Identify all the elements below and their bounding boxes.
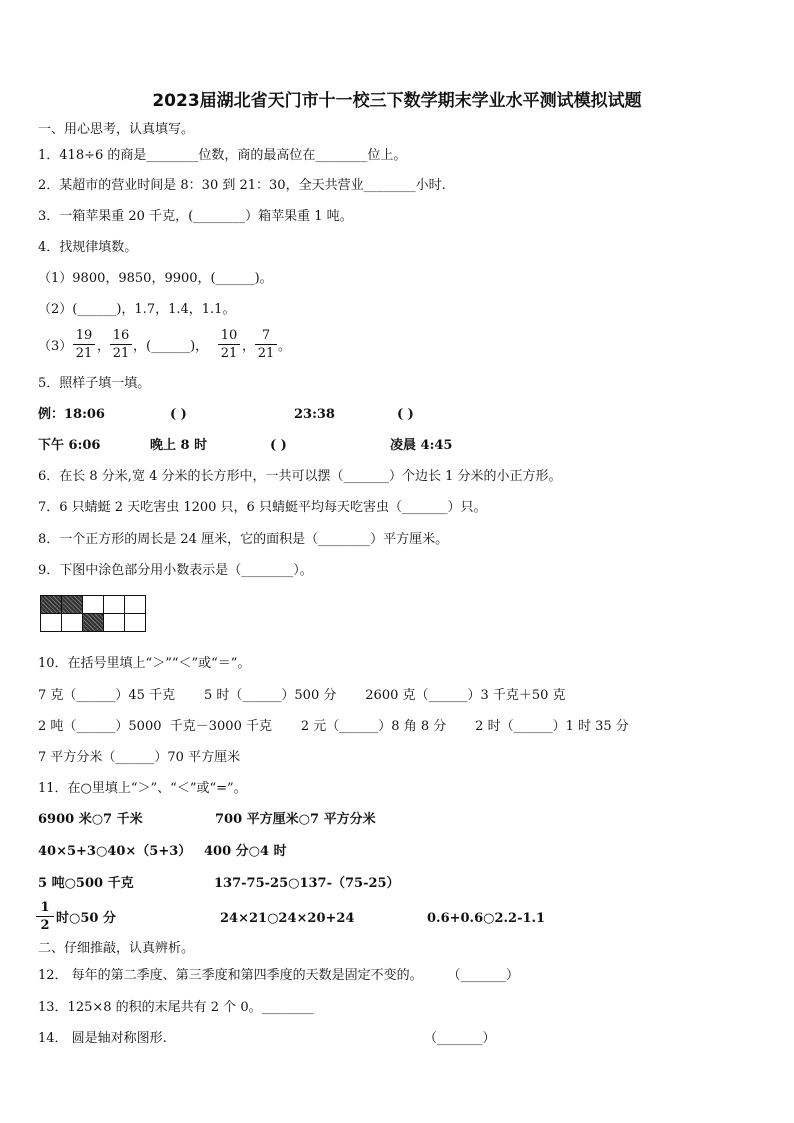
question-4: 4．找规律填数。 (38, 240, 138, 255)
question-1: 1．418÷6 的商是________位数，商的最高位在________位上。 (38, 148, 407, 163)
question-4-part-1: （1）9800，9850，9900，(______)。 (38, 271, 273, 286)
question-7: 7．6 只蜻蜓 2 天吃害虫 1200 只，6 只蜻蜓平均每天吃害虫（_______）只。 (38, 500, 487, 515)
question-9: 9．下图中涂色部分用小数表示是（________）。 (38, 563, 313, 578)
section-2-heading: 二、仔细推敲，认真辨析。 (38, 941, 195, 956)
question-12: 12． 每年的第二季度、第三季度和第四季度的天数是固定不变的。 （_______） (38, 968, 519, 983)
q5-blank-evening-8: ( ) (270, 438, 287, 453)
q11-item-7: 时○50 分 (56, 911, 116, 926)
question-10-row-2: 2 吨（______）5000 千克－3000 千克 2 元（______）8 角 8 分 2 时（______）1 时 35 分 (38, 719, 629, 734)
q11-item-2: 700 平方厘米○7 平方分米 (215, 812, 376, 827)
question-10: 10．在括号里填上“＞”“＜”或“＝”。 (38, 656, 251, 671)
fraction-19-21: 19 21 (73, 328, 95, 361)
q5-time-dawn-445: 凌晨 4:45 (390, 438, 453, 453)
question-2: 2．某超市的营业时间是 8：30 到 21：30，全天共营业________小时. (38, 178, 446, 193)
q5-time-2338: 23:38 (294, 407, 335, 422)
fraction-7-21: 7 21 (255, 328, 277, 361)
question-13: 13．125×8 的积的末尾共有 2 个 0。________ (38, 1000, 314, 1015)
q11-item-9: 0.6+0.6○2.2-1.1 (427, 911, 546, 926)
question-8: 8．一个正方形的周长是 24 厘米，它的面积是（________）平方厘米。 (38, 532, 449, 547)
fraction-10-21: 10 21 (218, 328, 240, 361)
q11-item-6: 137-75-25○137-（75-25） (214, 876, 400, 891)
question-4-part-2: （2）(______)，1.7，1.4，1.1。 (38, 302, 236, 317)
question-5: 5．照样子填一填。 (38, 376, 151, 391)
q11-item-3: 40×5+3○40×（5+3） (38, 844, 192, 859)
q5-example-blank: ( ) (170, 407, 187, 422)
q5-blank-2338: ( ) (397, 407, 414, 422)
page-title: 2023届湖北省天门市十一校三下数学期末学业水平测试模拟试题 (152, 91, 642, 111)
question-14: 14． 圆是轴对称图形. (38, 1031, 167, 1046)
q5-example-time: 例：18:06 (38, 407, 105, 422)
question-3: 3．一箱苹果重 20 千克，(________）箱苹果重 1 吨。 (38, 209, 353, 224)
question-10-row-1: 7 克（______）45 千克 5 时（______）500 分 2600 克（______）3 千克＋50 克 (38, 688, 566, 703)
section-1-heading: 一、用心思考，认真填写。 (38, 122, 195, 137)
q11-item-8: 24×21○24×20+24 (220, 911, 355, 926)
q11-item-1: 6900 米○7 千米 (38, 812, 143, 827)
fraction-1-2: 1 2 (36, 900, 54, 933)
question-14-blank: （_______） (424, 1031, 496, 1046)
question-10-row-3: 7 平方分米（______）70 平方厘米 (38, 750, 241, 765)
question-6: 6．在长 8 分米,宽 4 分米的长方形中，一共可以摆（_______）个边长 1 分米的小正方形。 (38, 469, 562, 484)
q11-item-4: 400 分○4 时 (204, 844, 287, 859)
question-11: 11．在○里填上“＞”、“＜”或“=”。 (38, 781, 247, 796)
q11-item-5: 5 吨○500 千克 (38, 876, 134, 891)
q5-time-evening-8: 晚上 8 时 (150, 438, 208, 453)
q5-time-pm-606: 下午 6:06 (38, 438, 101, 453)
fraction-16-21: 16 21 (110, 328, 132, 361)
shaded-grid-figure (40, 595, 146, 632)
